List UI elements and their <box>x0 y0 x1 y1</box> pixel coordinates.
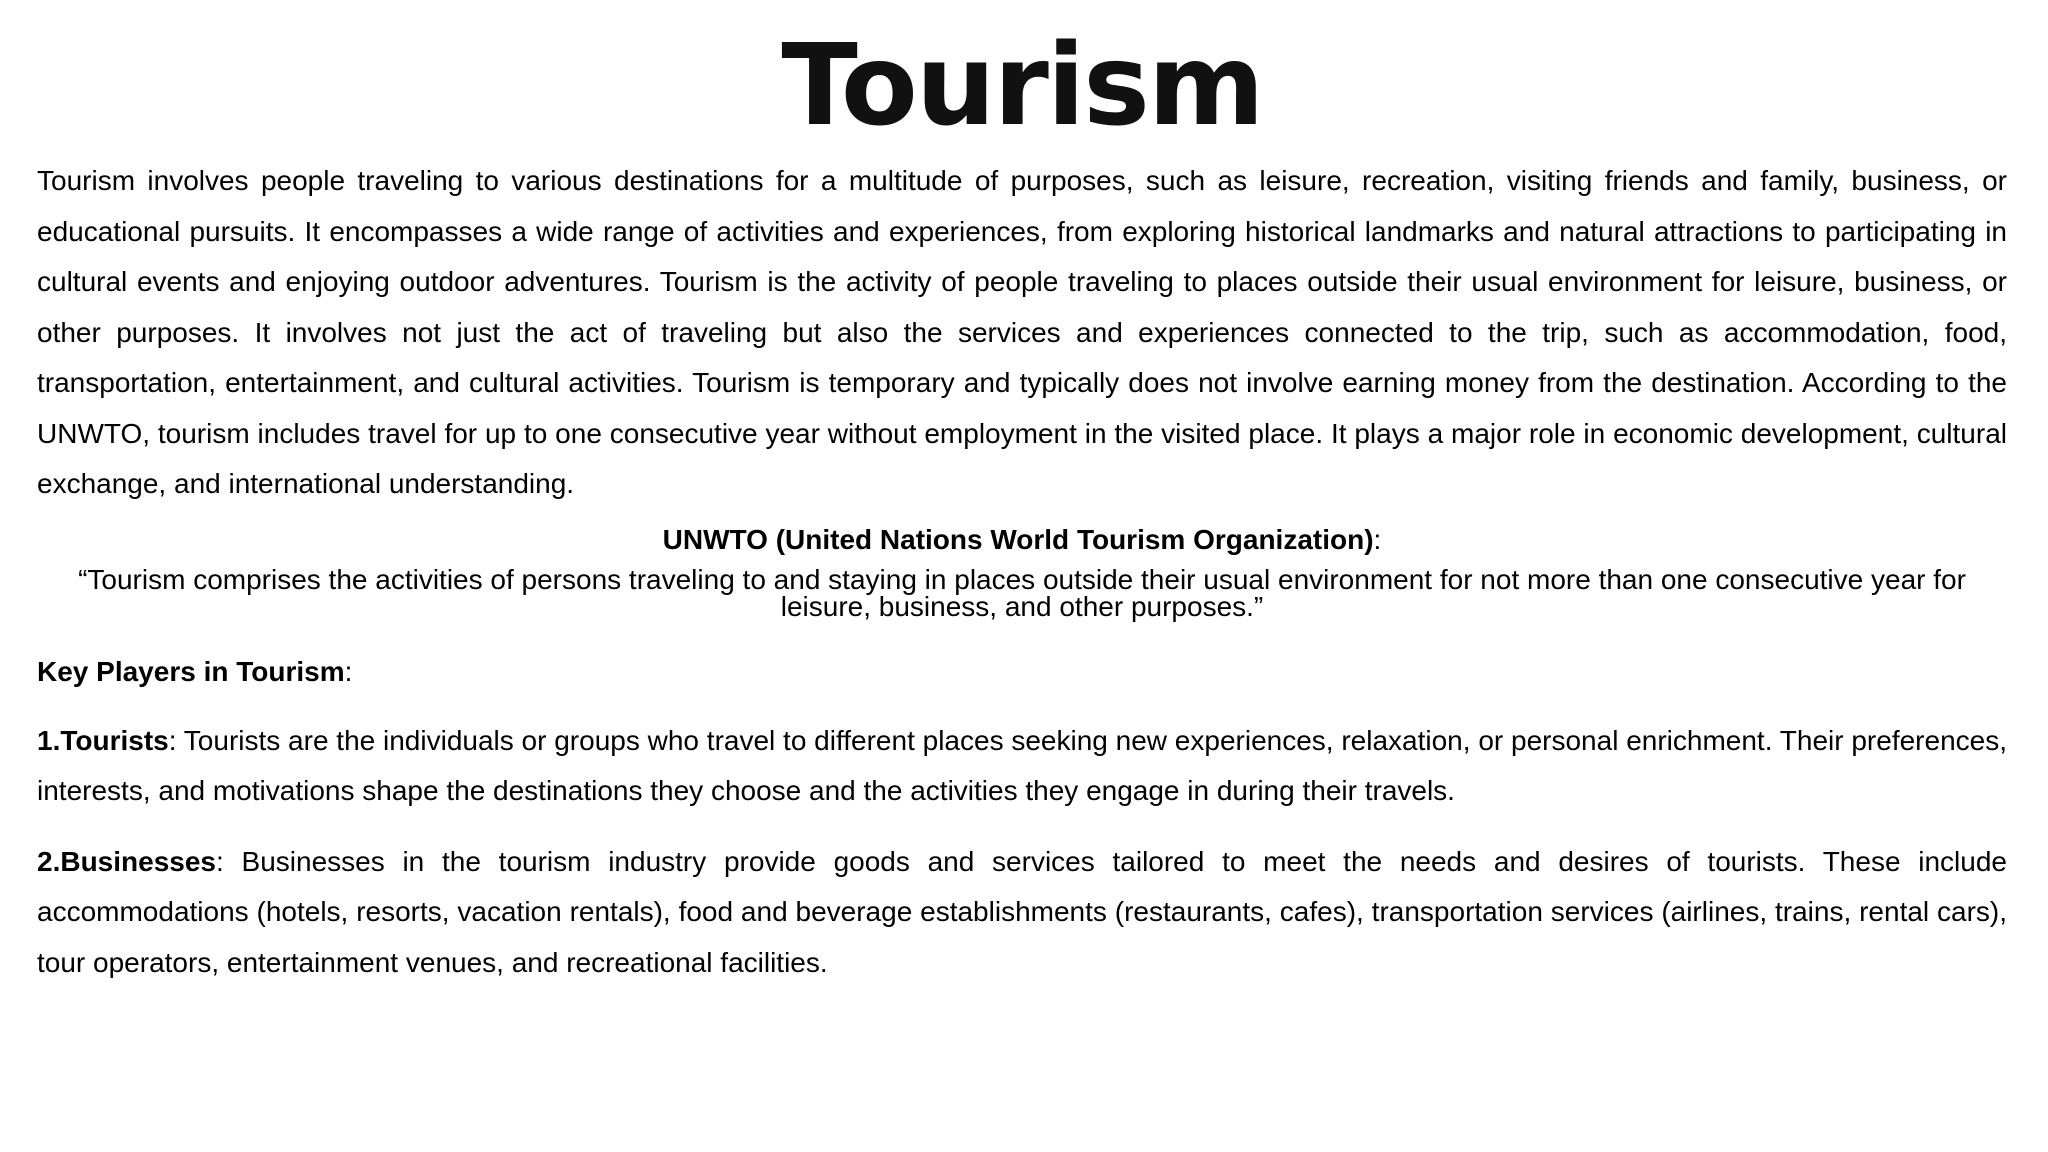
unwto-heading-label: UNWTO (United Nations World Tourism Organization) <box>662 523 1374 555</box>
key-player-label: 2.Businesses <box>37 845 216 877</box>
key-player-label: 1.Tourists <box>37 724 169 756</box>
key-player-text: : Businesses in the tourism industry provide goods and services tailored to meet the needs and desires of tourists. These include accommodations (hotels, resorts, vacation rentals), food and beverage establishments (restaurants, cafes), transportation services (airlines, trains, rental cars), tour operators, entertainment venues, and recreational facilities. <box>37 845 2007 978</box>
key-players-heading-colon: : <box>344 655 353 687</box>
intro-paragraph: Tourism involves people traveling to various destinations for a multitude of purposes, such as leisure, recreation, visiting friends and family, business, or educational pursuits. It encompasses a wide range of activities and experiences, from exploring historical landmarks and natural attractions to participating in cultural events and enjoying outdoor adventures. Tourism is the activity of people traveling to places outside their usual environment for leisure, business, or other purposes. It involves not just the act of traveling but also the services and experiences connected to the trip, such as accommodation, food, transportation, entertainment, and cultural activities. Tourism is temporary and typically does not involve earning money from the destination. According to the UNWTO, tourism includes travel for up to one consecutive year without employment in the visited place. It plays a major role in economic development, cultural exchange, and international understanding. <box>37 165 2007 499</box>
key-players-heading <box>37 652 2007 692</box>
key-player-businesses <box>37 837 2007 989</box>
unwto-quote: “Tourism comprises the activities of persons traveling to and staying in places outside their usual environment for not more than one consecutive year for leisure, business, and other purposes.” <box>78 563 1966 622</box>
key-players-heading-label: Key Players in Tourism <box>37 655 345 687</box>
unwto-heading <box>37 520 2007 560</box>
key-player-tourists <box>37 716 2007 817</box>
slide-title: Tourism <box>781 21 1263 151</box>
unwto-heading-colon: : <box>1373 523 1382 555</box>
key-player-text: : Tourists are the individuals or groups who travel to different places seeking new experiences, relaxation, or personal enrichment. Their preferences, interests, and motivations shape the destinations they choose and the activities they engage in during their travels. <box>37 724 2007 806</box>
